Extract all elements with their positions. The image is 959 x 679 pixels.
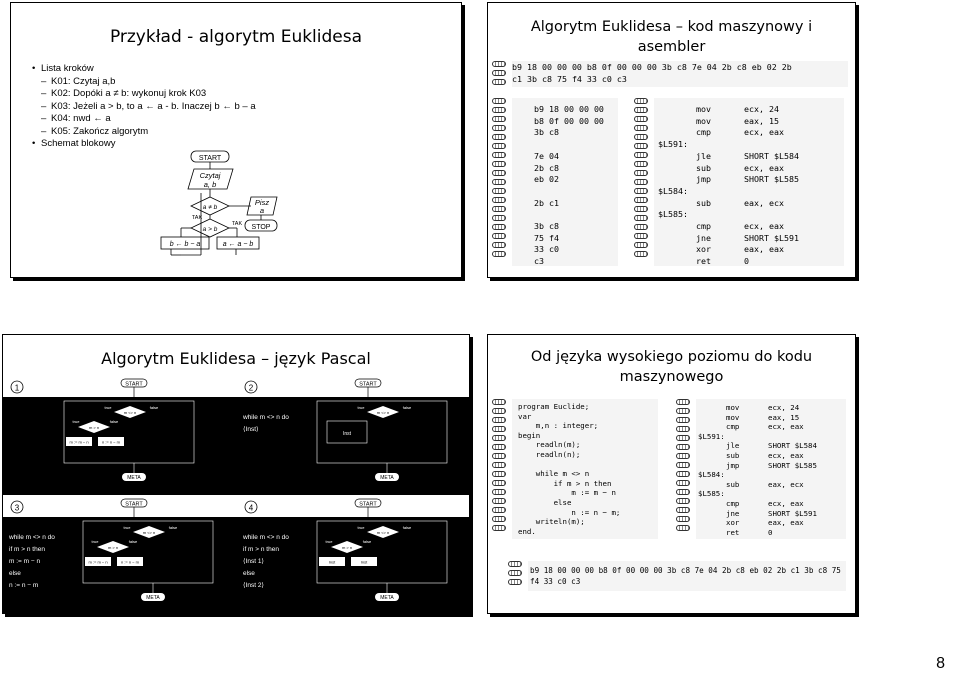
asm-line (698, 518, 846, 528)
asm-op: xor (726, 518, 740, 528)
asm-line (698, 480, 846, 490)
asm-label-spacer (698, 422, 726, 432)
start-label: START (359, 381, 377, 388)
bullet-item: – K03: Jeżeli a > b, to a ← a - b. Inaczej b ← b – a (41, 101, 256, 114)
asm-arg: ecx, eax (744, 221, 784, 232)
asm-op: cmp (696, 221, 711, 232)
false-label: false (168, 525, 178, 530)
asm-label-spacer (698, 413, 726, 423)
assign-label: m := m − n (88, 559, 108, 565)
loop-condition-label: m <> n (376, 410, 390, 415)
asm-arg: ecx, eax (768, 450, 804, 460)
asm-label-spacer (658, 151, 696, 163)
pascal-line: program Euclide; (518, 402, 590, 411)
assign-label: Inst (360, 559, 368, 565)
pascal-line: begin (518, 430, 541, 440)
asm-label: $L591: (698, 431, 725, 441)
asm-label-spacer (698, 480, 726, 490)
asm-arg: ecx, eax (768, 422, 804, 432)
asm-op: jle (696, 150, 711, 161)
flow-cond2: a > b (202, 226, 218, 233)
pascal-code-line: while m <> n do (243, 414, 289, 421)
asm-line (658, 127, 844, 139)
panel-diagram (3, 495, 237, 614)
slide-title-line1: Od języka wysokiego poziomu do kodu (530, 349, 813, 365)
asm-label-spacer (698, 403, 726, 413)
asm-label: $L585: (658, 209, 688, 220)
asm-line (698, 413, 846, 423)
pascal-code-line: m := m − n (9, 558, 41, 565)
if-condition-label: m > n (341, 545, 353, 550)
bullet-item: • Schemat blokowy (41, 138, 256, 151)
meta-label: META (380, 595, 394, 601)
asm-op: ret (696, 256, 711, 267)
byte-line: c3 (534, 256, 544, 267)
false-label: false (362, 539, 372, 544)
false-label: false (128, 539, 138, 544)
true-label: true (91, 539, 99, 544)
asm-label-spacer (698, 528, 726, 538)
pascal-panel (237, 375, 470, 495)
asm-label-spacer (658, 233, 696, 245)
flow-read: Czytaj (199, 171, 221, 180)
flow-write-var: a (259, 206, 265, 215)
asm-op: jne (696, 232, 711, 243)
bytes-box (512, 98, 618, 266)
asm-line (698, 441, 846, 451)
inst-label: Inst (342, 431, 352, 437)
bullet-item: • Lista kroków (41, 63, 256, 76)
slide-high-to-machine (487, 334, 856, 614)
asm-line (698, 461, 846, 471)
asm-arg: ecx, eax (744, 127, 784, 138)
panel-background (237, 397, 470, 495)
asm-line (698, 470, 846, 480)
if-condition-label: m > n (88, 425, 100, 430)
true-label: true (123, 525, 131, 530)
byte-line: 7e 04 (534, 150, 559, 161)
asm-label-spacer (698, 441, 726, 451)
pascal-line: end. (518, 526, 536, 536)
spiral-binding-icon (492, 61, 506, 88)
asm-arg: 0 (744, 256, 749, 267)
start-label: START (125, 381, 143, 388)
pascal-line: writeln(m); (518, 517, 585, 527)
byte-line: 2b c1 (534, 197, 559, 208)
asm-line (658, 209, 844, 221)
hex-line: f4 33 c0 c3 (530, 577, 581, 586)
asm-arg: eax, eax (744, 244, 784, 255)
asm-arg: ecx, 24 (768, 403, 800, 412)
start-label: START (359, 501, 377, 508)
pascal-line: while m <> n (518, 469, 590, 479)
asm-op: cmp (696, 127, 711, 138)
pascal-line: readln(n); (518, 449, 581, 459)
asm-op: mov (696, 115, 711, 126)
asm-box (654, 98, 844, 266)
true-label: true (325, 539, 333, 544)
slide-title-line2: maszynowego (619, 369, 724, 385)
asm-label: $L584: (658, 185, 688, 196)
bullet-item: – K02: Dopóki a ≠ b: wykonuj krok K03 (41, 88, 256, 101)
asm-line (698, 509, 846, 519)
byte-line: b9 18 00 00 00 (534, 104, 604, 114)
asm-line (658, 186, 844, 198)
flow-cond1: a ≠ b (202, 204, 218, 211)
pascal-line: readln(m); (518, 440, 581, 450)
asm-label-spacer (658, 256, 696, 268)
flow-read-vars: a, b (203, 180, 217, 189)
bullet-item: – K04: nwd ← a (41, 113, 256, 126)
asm-label-spacer (658, 221, 696, 233)
asm-line (658, 244, 844, 256)
byte-line (534, 186, 618, 198)
hex-line: b9 18 00 00 00 b8 0f 00 00 00 3b c8 7e 04 2b c8 eb 02 2b (512, 62, 792, 72)
assign-label: m := m − n (69, 439, 89, 445)
pascal-line: m := m − n (518, 488, 616, 498)
assign-label: n := n − m (120, 559, 140, 565)
asm-op: jne (726, 508, 740, 518)
pascal-code-line: if m > n then (9, 546, 45, 553)
hex-code-box (512, 61, 848, 87)
asm-label-spacer (698, 461, 726, 471)
asm-label-spacer (698, 509, 726, 519)
asm-line (658, 174, 844, 186)
slide-euclid-steps (10, 2, 462, 278)
asm-arg: 0 (768, 527, 773, 537)
asm-line (658, 104, 844, 116)
spiral-binding-icon (634, 98, 648, 260)
flowchart (11, 3, 462, 278)
true-label: true (357, 525, 365, 530)
asm-arg: SHORT $L584 (744, 150, 799, 161)
asm-line (698, 403, 846, 413)
slide-title: Algorytm Euklidesa – język Pascal (101, 349, 371, 368)
panel-number: 3 (14, 503, 20, 513)
slide-title-line2: asembler (637, 39, 706, 55)
flow-sub-b: b ← b − a (169, 241, 201, 248)
asm-label-spacer (658, 244, 696, 256)
meta-label: META (127, 475, 141, 481)
flow-start: START (198, 155, 222, 162)
loop-condition-label: m <> n (376, 530, 390, 535)
asm-label-spacer (698, 518, 726, 528)
asm-arg: ecx, eax (744, 162, 784, 173)
page-number: 8 (936, 655, 945, 672)
loop-condition-label: m <> n (123, 410, 137, 415)
asm-line (658, 139, 844, 151)
byte-line: b8 0f 00 00 00 (534, 115, 604, 126)
hex-code-box (528, 561, 846, 591)
hex-line: c1 3b c8 75 f4 33 c0 c3 (512, 74, 627, 84)
asm-op: cmp (726, 422, 740, 432)
slide-machine-code (487, 2, 856, 278)
pascal-code-line: if m > n then (243, 546, 279, 553)
false-label: false (149, 405, 159, 410)
asm-op: ret (726, 527, 740, 537)
flow-write: Pisz (254, 198, 270, 207)
asm-label: $L584: (698, 470, 725, 480)
asm-line (658, 151, 844, 163)
pascal-code-line: else (9, 570, 21, 577)
asm-arg: eax, ecx (768, 479, 804, 489)
asm-line (698, 422, 846, 432)
asm-label-spacer (658, 163, 696, 175)
asm-box (696, 399, 846, 539)
byte-line: 75 f4 (534, 232, 559, 243)
asm-line (698, 432, 846, 442)
asm-label-spacer (698, 499, 726, 509)
asm-label-spacer (658, 198, 696, 210)
pascal-code-line: ⟨Inst 2⟩ (243, 582, 264, 589)
pascal-code-line: else (243, 570, 255, 577)
asm-line (698, 451, 846, 461)
pascal-line: if m > n then (518, 478, 612, 488)
if-condition-label: m > n (107, 545, 119, 550)
asm-arg: SHORT $L585 (744, 174, 799, 185)
asm-op: sub (696, 197, 711, 208)
true-label: true (72, 419, 80, 424)
true-label: true (104, 405, 112, 410)
bullet-item: – K01: Czytaj a,b (41, 76, 256, 89)
asm-op: sub (726, 450, 740, 460)
pascal-code-box (512, 399, 658, 539)
byte-line (534, 139, 618, 151)
slide-pascal (2, 334, 470, 614)
assign-label: n := n − m (101, 439, 121, 445)
pascal-code-line: while m <> n do (9, 534, 55, 541)
asm-line (698, 489, 846, 499)
asm-label: $L591: (658, 139, 688, 150)
asm-arg: eax, ecx (744, 197, 784, 208)
asm-line (658, 233, 844, 245)
asm-arg: SHORT $L591 (744, 232, 799, 243)
flow-yes2: TAK (231, 221, 243, 227)
pascal-panel (3, 375, 237, 495)
assign-label: Inst (328, 559, 336, 565)
byte-line: 2b c8 (534, 162, 559, 173)
spiral-binding-icon (508, 561, 522, 588)
asm-arg: SHORT $L591 (768, 508, 817, 518)
flow-sub-a: a ← a − b (222, 241, 254, 248)
byte-line: 3b c8 (534, 221, 559, 232)
spiral-binding-icon (676, 399, 690, 534)
asm-op: mov (726, 412, 740, 422)
panel-diagram (237, 375, 470, 495)
start-label: START (125, 501, 143, 508)
panel-number: 4 (248, 503, 254, 513)
pascal-code-line: ⟨Inst⟩ (243, 426, 259, 433)
asm-label-spacer (658, 104, 696, 116)
asm-arg: eax, 15 (768, 412, 800, 422)
loop-condition-label: m <> n (142, 530, 156, 535)
asm-op: mov (696, 104, 711, 114)
asm-label: $L585: (698, 489, 725, 499)
pascal-code-line: ⟨Inst 1⟩ (243, 558, 264, 565)
asm-op: jmp (696, 174, 711, 185)
pascal-line: n := n − m; (518, 507, 621, 517)
pascal-panel (237, 495, 470, 614)
false-label: false (402, 405, 412, 410)
asm-label-spacer (658, 116, 696, 128)
asm-label-spacer (658, 174, 696, 186)
asm-label-spacer (698, 451, 726, 461)
asm-arg: ecx, eax (768, 498, 804, 508)
pascal-line: else (518, 497, 572, 507)
flow-yes1: TAK (191, 215, 203, 221)
false-label: false (402, 525, 412, 530)
panel-number: 1 (14, 383, 20, 393)
false-label: false (109, 419, 119, 424)
pascal-line: var (518, 411, 532, 421)
asm-arg: SHORT $L584 (768, 441, 817, 451)
byte-line: eb 02 (534, 174, 559, 185)
asm-arg: eax, eax (768, 518, 804, 528)
asm-line (698, 499, 846, 509)
asm-line (658, 198, 844, 210)
panel-diagram (237, 495, 470, 614)
pascal-line (518, 460, 658, 470)
asm-line (658, 221, 844, 233)
asm-line (658, 256, 844, 268)
true-label: true (357, 405, 365, 410)
asm-op: cmp (726, 498, 740, 508)
bullet-item: – K05: Zakończ algorytm (41, 126, 256, 139)
pascal-panel (3, 495, 237, 614)
asm-line (658, 163, 844, 175)
byte-line: 33 c0 (534, 244, 559, 255)
asm-line (698, 528, 846, 538)
asm-op: mov (726, 403, 740, 412)
pascal-code-line: n := n − m (9, 582, 39, 589)
byte-line (534, 209, 618, 221)
byte-line: 3b c8 (534, 127, 559, 138)
pascal-code-line: while m <> n do (243, 534, 289, 541)
asm-op: sub (726, 479, 740, 489)
asm-arg: SHORT $L585 (768, 460, 817, 470)
asm-op: jle (726, 441, 740, 451)
meta-label: META (146, 595, 160, 601)
meta-label: META (380, 475, 394, 481)
asm-arg: eax, 15 (744, 115, 779, 126)
asm-op: xor (696, 244, 711, 255)
spiral-binding-icon (492, 399, 506, 534)
asm-arg: ecx, 24 (744, 104, 779, 114)
hex-line: b9 18 00 00 00 b8 0f 00 00 00 3b c8 7e 04 2b c8 eb 02 2b c1 3b c8 75 (530, 566, 841, 575)
asm-op: sub (696, 162, 711, 173)
slide-title-line1: Algorytm Euklidesa – kod maszynowy i (530, 19, 813, 35)
panel-diagram (3, 375, 237, 495)
slide-title: Przykład - algorytm Euklidesa (109, 27, 363, 47)
panel-number: 2 (248, 383, 254, 393)
asm-label-spacer (658, 127, 696, 139)
asm-op: jmp (726, 460, 740, 470)
pascal-line: m,n : integer; (518, 421, 599, 431)
asm-line (658, 116, 844, 128)
spiral-binding-icon (492, 98, 506, 260)
flow-stop: STOP (251, 224, 271, 231)
